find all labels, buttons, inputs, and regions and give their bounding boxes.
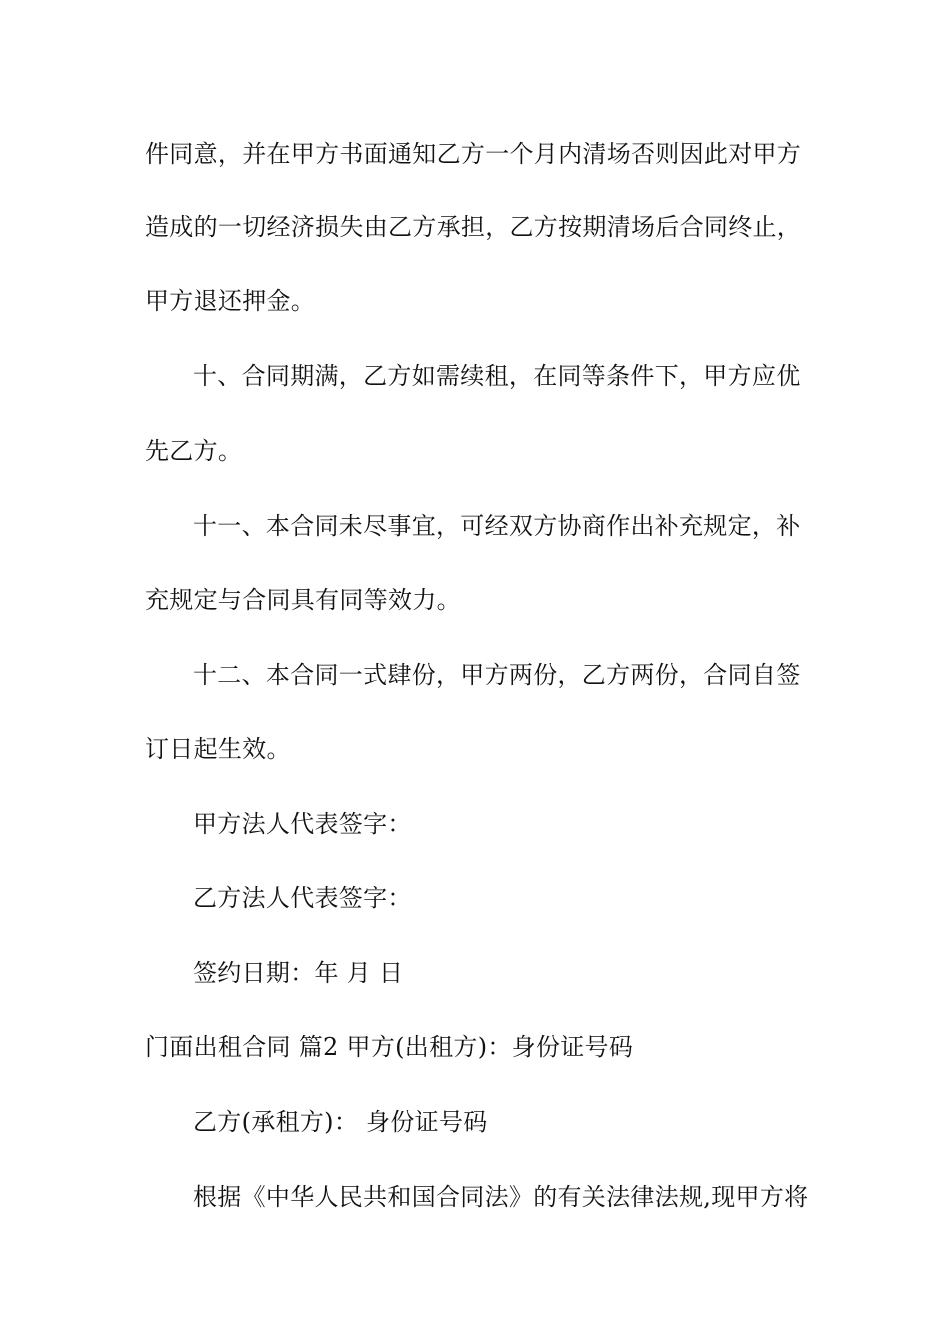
paragraph-line: 充规定与合同具有同等效力。 (145, 586, 461, 614)
paragraph-line: 订日起生效。 (145, 735, 291, 763)
paragraph-line: 根据《中华人民共和国合同法》的有关法律法规,现甲方将 (193, 1183, 809, 1211)
party-b-signature-line: 乙方法人代表签字： (193, 884, 412, 912)
party-a-signature-line: 甲方法人代表签字： (193, 810, 412, 838)
paragraph-line: 甲方退还押金。 (145, 287, 316, 315)
clause-eleven: 十一、本合同未尽事宜，可经双方协商作出补充规定，补 (193, 512, 801, 540)
paragraph-line: 造成的一切经济损失由乙方承担，乙方按期清场后合同终止， (145, 213, 802, 241)
contract-heading-line: 门面出租合同 篇2 甲方(出租方)：身份证号码 (145, 1033, 634, 1061)
paragraph-line: 件同意，并在甲方书面通知乙方一个月内清场否则因此对甲方 (145, 140, 802, 168)
paragraph-line: 先乙方。 (145, 437, 243, 465)
party-b-info-line: 乙方(承租方)： 身份证号码 (193, 1108, 488, 1136)
clause-ten: 十、合同期满，乙方如需续租，在同等条件下，甲方应优 (193, 362, 801, 390)
signing-date-line: 签约日期：年 月 日 (193, 959, 404, 987)
clause-twelve: 十二、本合同一式肆份，甲方两份，乙方两份，合同自签 (193, 661, 801, 689)
